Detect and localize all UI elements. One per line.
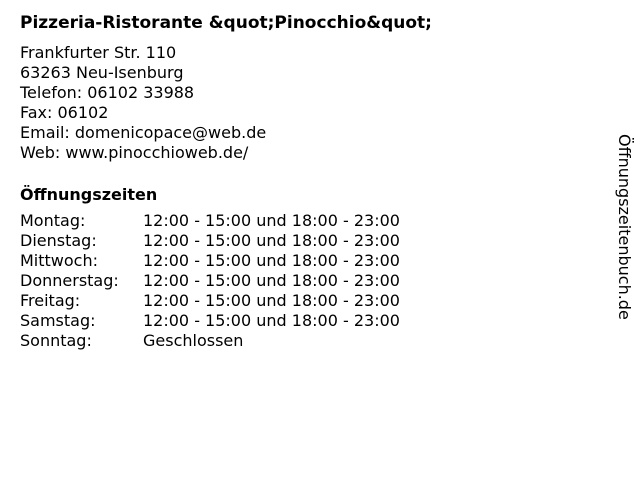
- day-label: Montag:: [20, 211, 86, 230]
- day-label: Dienstag:: [20, 231, 97, 250]
- city-line: 63263 Neu-Isenburg: [20, 63, 184, 82]
- hours-row-thursday: [20, 271, 432, 291]
- hours-row-friday: [20, 291, 432, 311]
- hours-row-monday: [20, 211, 432, 231]
- day-label: Donnerstag:: [20, 271, 119, 290]
- street-line: Frankfurter Str. 110: [20, 43, 177, 62]
- day-label: Freitag:: [20, 291, 81, 310]
- time-value: 12:00 - 15:00 und 18:00 - 23:00: [143, 231, 400, 250]
- day-label: Samstag:: [20, 311, 96, 330]
- email-line: Email: domenicopace@web.de: [20, 123, 267, 142]
- time-value: Geschlossen: [143, 331, 244, 350]
- day-label: Sonntag:: [20, 331, 92, 350]
- time-value: 12:00 - 15:00 und 18:00 - 23:00: [143, 311, 400, 330]
- hours-row-tuesday: [20, 231, 432, 251]
- time-value: 12:00 - 15:00 und 18:00 - 23:00: [143, 271, 400, 290]
- fax-line: Fax: 06102: [20, 103, 109, 122]
- address-block: [20, 43, 432, 163]
- opening-hours-heading: Öffnungszeiten: [20, 185, 158, 204]
- web-line: Web: www.pinocchioweb.de/: [20, 143, 249, 162]
- source-watermark: Öffnungszeitenbuch.de: [615, 134, 634, 320]
- business-card: [20, 11, 432, 351]
- time-value: 12:00 - 15:00 und 18:00 - 23:00: [143, 211, 400, 230]
- business-name: Pizzeria-Ristorante &quot;Pinocchio&quot;: [20, 13, 432, 33]
- hours-row-wednesday: [20, 251, 432, 271]
- opening-hours-table: [20, 211, 432, 351]
- time-value: 12:00 - 15:00 und 18:00 - 23:00: [143, 291, 400, 310]
- time-value: 12:00 - 15:00 und 18:00 - 23:00: [143, 251, 400, 270]
- phone-line: Telefon: 06102 33988: [20, 83, 195, 102]
- hours-row-saturday: [20, 311, 432, 331]
- day-label: Mittwoch:: [20, 251, 98, 270]
- hours-row-sunday: [20, 331, 432, 351]
